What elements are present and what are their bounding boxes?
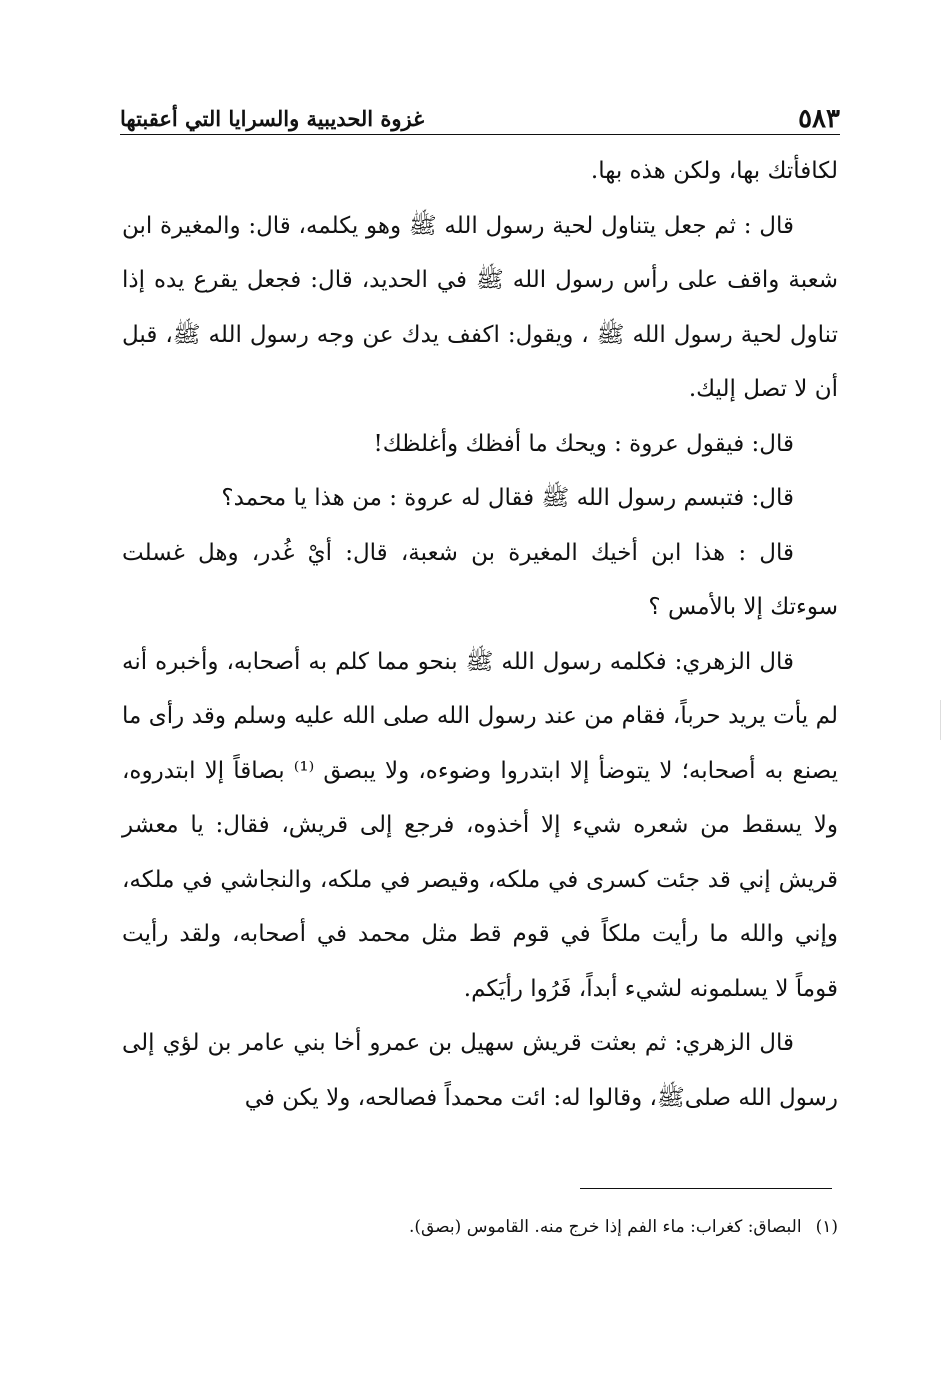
paragraph: قال الزهري: فكلمه رسول الله ﷺ بنحو مما كلم به أصحابه، وأخبره أنه لم يأت يريد حرباً، فقام من عند رسول الله صلى الله عليه وسلم وقد رأى ما يصنع به أصحابه؛ لا يتوضأ إلا ابتدروا وضوءه، ولا يبصق ⁽¹⁾ بصاقاً إلا ابتدروه، ولا يسقط من شعره شيء إلا أخذوه، فرجع إلى قريش، فقال: يا معشر قريش إني قد جئت كسرى في ملكه، وقيصر في ملكه، والنجاشي في ملكه، وإني والله ما رأيت ملكاً في قوم قط مثل محمد في أصحابه، ولقد رأيت قوماً لا يسلمونه لشيء أبداً، فَرُوا رأيَكم. (122, 648, 838, 1002)
page-number: ٥٨٣ (798, 104, 840, 134)
main-text (122, 144, 838, 1125)
paragraph: قال : ثم جعل يتناول لحية رسول الله ﷺ وهو يكلمه، قال: والمغيرة ابن شعبة واقف على رأس رسول الله ﷺ في الحديد، قال: فجعل يقرع يده إذا تناول لحية رسول الله ﷺ ، ويقول: اكفف يدك عن وجه رسول الله ﷺ، قبل أن لا تصل إليك. (122, 212, 838, 402)
paragraph: قال: فتبسم رسول الله ﷺ فقال له عروة : من هذا يا محمد؟ (221, 485, 794, 511)
paragraph: لكافأتك بها، ولكن هذه بها. (590, 158, 838, 184)
header-rule (120, 134, 840, 135)
footnote-number: (١) (815, 1217, 838, 1237)
footnote-rule (580, 1188, 832, 1189)
footnote-text: البصاق: كغراب: ماء الفم إذا خرج منه. القاموس (بصق). (408, 1217, 802, 1237)
paragraph: قال الزهري: ثم بعثت قريش سهيل بن عمرو أخا بني عامر بن لؤي إلى رسول الله صلىﷺ، وقالوا له: ائت محمداً فصالحه، ولا يكن في (122, 1030, 838, 1111)
paragraph: قال: فيقول عروة : ويحك ما أفظك وأغلظك! (373, 430, 794, 457)
scan-margin-mark (940, 700, 941, 740)
chapter-title: غزوة الحديبية والسرايا التي أعقبتها (120, 106, 425, 131)
footnote (122, 1214, 838, 1240)
running-header (120, 96, 840, 134)
paragraph: قال : هذا ابن أخيك المغيرة بن شعبة، قال: أيْ غُدر، وهل غسلت سوءتك إلا بالأمس ؟ (122, 539, 838, 620)
